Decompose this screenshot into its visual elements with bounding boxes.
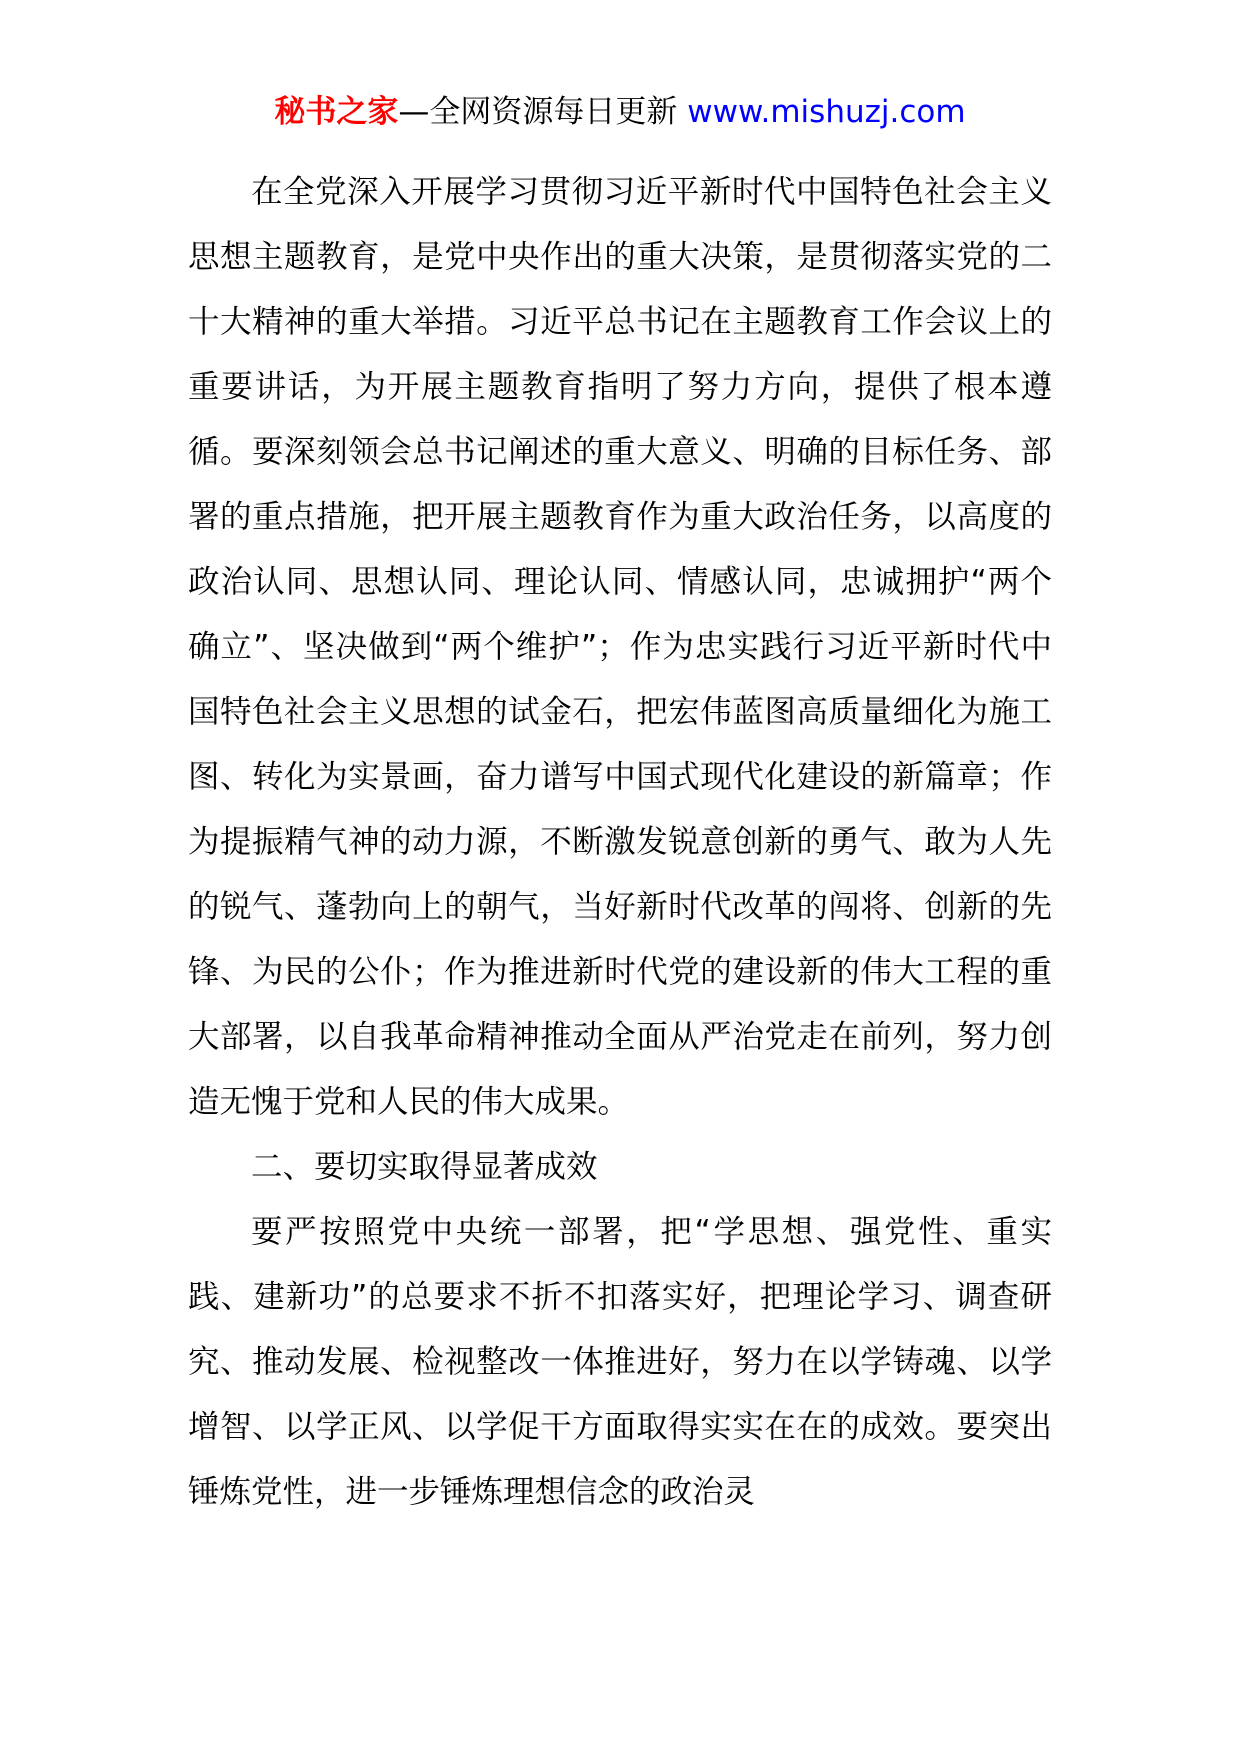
document-body xyxy=(188,160,1052,1525)
body-paragraph: 要严按照党中央统一部署，把“学思想、强党性、重实践、建新功”的总要求不折不扣落实好，把理论学习、调查研究、推动发展、检视整改一体推进好，努力在以学铸魂、以学增智、以学正风、以学促干方面取得实实在在的成效。要突出锤炼党性，进一步锤炼理想信念的政治灵 xyxy=(188,1214,1052,1510)
page-header xyxy=(0,92,1240,132)
site-brand: 秘书之家 xyxy=(274,94,399,130)
section-heading: 二、要切实取得显著成效 xyxy=(251,1149,598,1185)
body-paragraph: 在全党深入开展学习贯彻习近平新时代中国特色社会主义思想主题教育，是党中央作出的重大决策，是贯彻落实党的二十大精神的重大举措。习近平总书记在主题教育工作会议上的重要讲话，为开展主题教育指明了努力方向，提供了根本遵循。要深刻领会总书记阐述的重大意义、明确的目标任务、部署的重点措施，把开展主题教育作为重大政治任务，以高度的政治认同、思想认同、理论认同、情感认同，忠诚拥护“两个确立”、坚决做到“两个维护”；作为忠实践行习近平新时代中国特色社会主义思想的试金石，把宏伟蓝图高质量细化为施工图、转化为实景画，奋力谱写中国式现代化建设的新篇章；作为提振精气神的动力源，不断激发锐意创新的勇气、敢为人先的锐气、蓬勃向上的朝气，当好新时代改革的闯将、创新的先锋、为民的公仆；作为推进新时代党的建设新的伟大工程的重大部署，以自我革命精神推动全面从严治党走在前列，努力创造无愧于党和人民的伟大成果。 xyxy=(188,174,1052,1120)
site-url-link[interactable]: www.mishuzj.com xyxy=(687,94,966,130)
site-tagline: —全网资源每日更新 xyxy=(398,94,678,130)
